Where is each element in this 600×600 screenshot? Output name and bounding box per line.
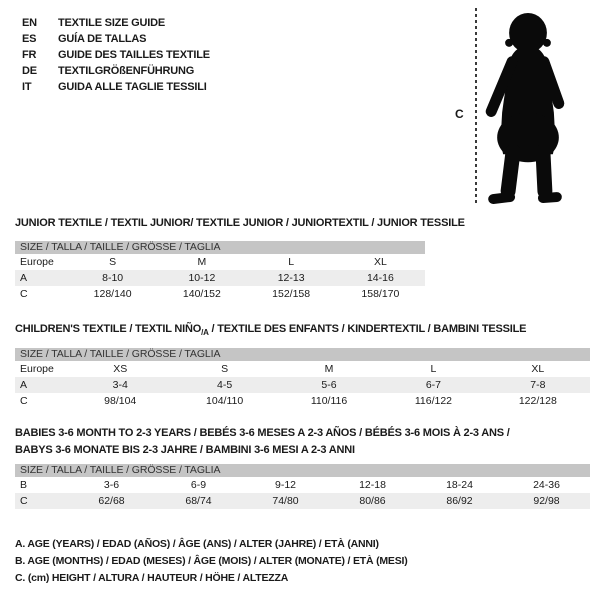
size-value: S (109, 256, 117, 268)
size-value: 74/80 (272, 495, 299, 507)
size-value: L (288, 256, 295, 268)
table-row-height (15, 393, 590, 409)
row-label: A (20, 379, 28, 391)
size-value: 62/68 (98, 495, 125, 507)
table-row-age (15, 270, 425, 286)
size-value: 110/116 (310, 395, 348, 407)
size-value: 9-12 (274, 479, 296, 491)
table-row-height (15, 493, 590, 509)
size-value: XL (531, 363, 545, 375)
babies-title-line2: BABYS 3-6 MONATE BIS 2-3 JAHRE / BAMBINI 3-6 MESI A 2-3 ANNI (15, 443, 355, 456)
size-value: 18-24 (446, 479, 473, 491)
table-row-height (15, 286, 425, 302)
size-value: 158/170 (361, 288, 400, 300)
size-header-band: SIZE / TALLA / TAILLE / GRÖSSE / TAGLIA (15, 464, 590, 477)
language-row-en (22, 15, 210, 31)
size-value: 12-13 (277, 272, 305, 284)
babies-section-title (15, 425, 510, 458)
footnote-height-cm: C. (cm) HEIGHT / ALTURA / HAUTEUR / HÖHE / ALTEZZA (15, 572, 289, 584)
legend-footnotes (15, 536, 408, 587)
size-value: 8-10 (102, 272, 124, 284)
size-value: 12-18 (359, 479, 386, 491)
babies-title-line1: BABIES 3-6 MONTH TO 2-3 YEARS / BEBÉS 3-6 MESES A 2-3 AÑOS / BÉBÉS 3-6 MOIS À 2-3 ANS / (15, 427, 510, 439)
size-value: 68/74 (185, 495, 212, 507)
row-label: Europe (20, 256, 54, 268)
language-label: TEXTILGRÖßENFÜHRUNG (58, 65, 195, 77)
size-value: L (430, 363, 437, 375)
size-header-band: SIZE / TALLA / TAILLE / GRÖSSE / TAGLIA (15, 241, 425, 254)
row-label: C (20, 288, 28, 300)
size-value: 3-4 (112, 379, 128, 391)
size-header-band: SIZE / TALLA / TAILLE / GRÖSSE / TAGLIA (15, 348, 590, 361)
size-value: 140/152 (182, 288, 221, 300)
children-title-pre: CHILDREN'S TEXTILE / TEXTIL NIÑO (15, 323, 202, 335)
size-value: 4-5 (217, 379, 233, 391)
size-value: 98/104 (104, 395, 137, 407)
children-size-table (15, 348, 590, 409)
size-value: 6-9 (190, 479, 207, 491)
size-value: 86/92 (446, 495, 473, 507)
size-value: 122/128 (518, 395, 557, 407)
size-value: 6-7 (425, 379, 442, 391)
size-value: 10-12 (188, 272, 216, 284)
size-value: 3-6 (103, 479, 120, 491)
language-row-es (22, 31, 210, 47)
size-value: 24-36 (533, 479, 560, 491)
size-value: M (324, 363, 334, 375)
size-value: 104/110 (206, 395, 244, 407)
size-value: XS (113, 363, 128, 375)
size-value: 152/158 (272, 288, 311, 300)
language-code: ES (22, 33, 37, 45)
junior-section-title: JUNIOR TEXTILE / TEXTIL JUNIOR/ TEXTILE JUNIOR / JUNIORTEXTIL / JUNIOR TESSILE (15, 217, 465, 229)
language-title-list (22, 15, 210, 95)
language-code: IT (22, 81, 32, 93)
size-value: XL (373, 256, 387, 268)
junior-size-table (15, 241, 425, 302)
language-label: GUIDE DES TAILLES TEXTILE (58, 49, 210, 61)
language-code: DE (22, 65, 37, 77)
footnote-age-years: A. AGE (YEARS) / EDAD (AÑOS) / ÂGE (ANS) / ALTER (JAHRE) / ETÀ (ANNI) (15, 538, 379, 550)
size-value: S (221, 363, 229, 375)
row-label: C (20, 395, 28, 407)
language-code: EN (22, 17, 37, 29)
row-label: Europe (20, 363, 54, 375)
size-value: M (197, 256, 207, 268)
children-title-post: / TEXTILE DES ENFANTS / KINDERTEXTIL / BAMBINI TESSILE (208, 323, 527, 335)
children-title-sub: /A (201, 328, 209, 338)
language-row-fr (22, 47, 210, 63)
language-label: TEXTILE SIZE GUIDE (58, 17, 166, 29)
table-row-age (15, 377, 590, 393)
row-label: A (20, 272, 28, 284)
language-code: FR (22, 49, 37, 61)
table-row-europe (15, 254, 425, 270)
footnote-age-months: B. AGE (MONTHS) / EDAD (MESES) / ÂGE (MOIS) / ALTER (MONATE) / ETÀ (MESI) (15, 555, 408, 567)
size-value: 128/140 (93, 288, 132, 300)
size-value: 5-6 (321, 379, 337, 391)
language-label: GUIDA ALLE TAGLIE TESSILI (58, 81, 207, 93)
height-measure-dashed-line (475, 8, 477, 206)
language-row-it (22, 79, 210, 95)
table-row-months (15, 477, 590, 493)
size-value: 14-16 (366, 272, 394, 284)
size-value: 92/98 (533, 495, 560, 507)
size-value: 116/122 (414, 395, 453, 407)
language-row-de (22, 63, 210, 79)
children-section-title (15, 321, 526, 342)
table-row-europe (15, 361, 590, 377)
row-label: B (20, 479, 28, 491)
height-measure-label: C (455, 107, 464, 121)
row-label: C (20, 495, 28, 507)
babies-size-table (15, 464, 590, 509)
size-value: 80/86 (359, 495, 386, 507)
size-value: 7-8 (530, 379, 546, 391)
language-label: GUÍA DE TALLAS (58, 33, 147, 45)
baby-silhouette-icon (483, 12, 573, 205)
